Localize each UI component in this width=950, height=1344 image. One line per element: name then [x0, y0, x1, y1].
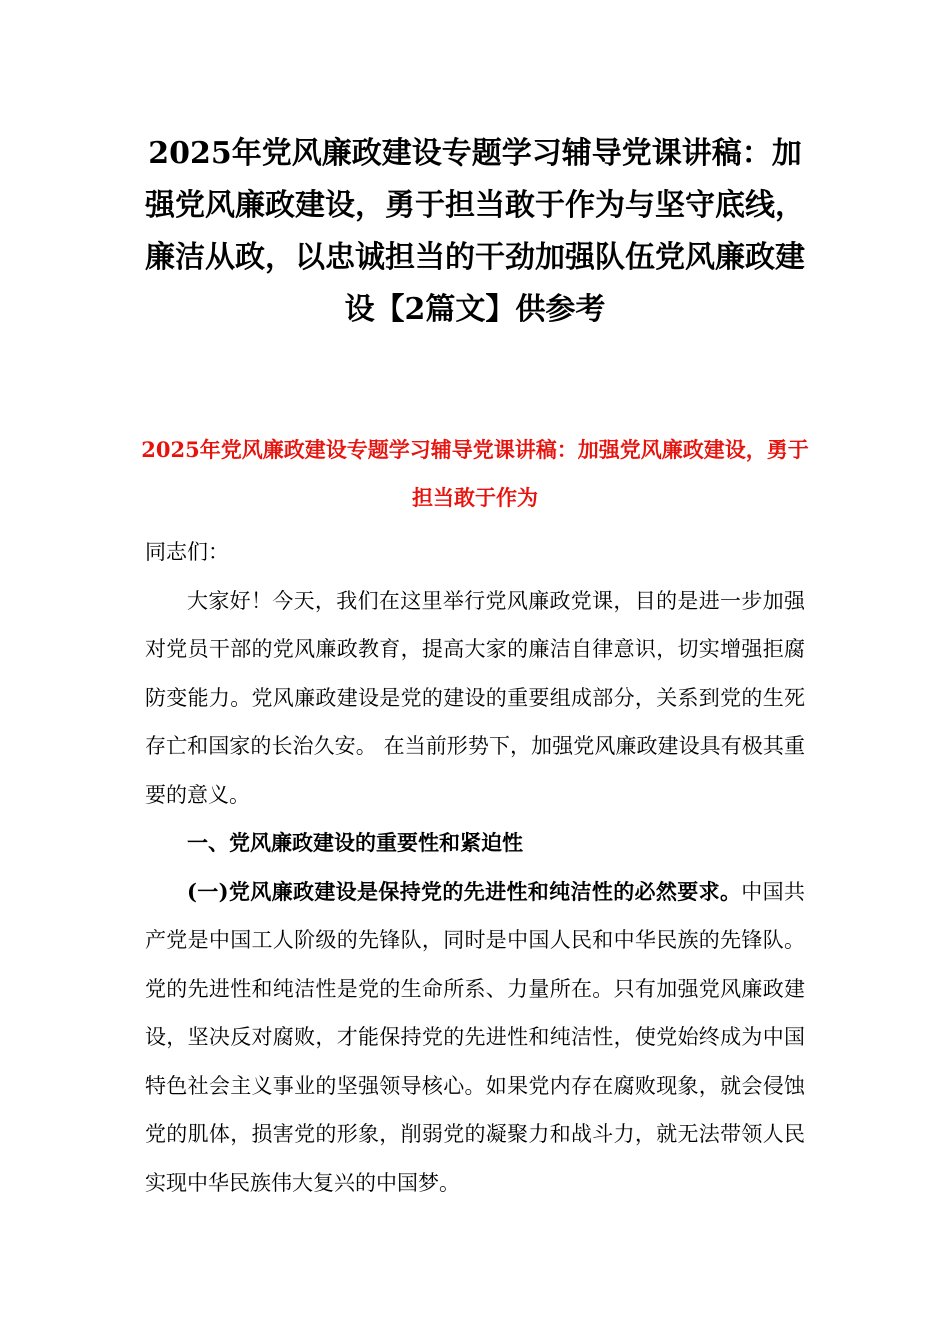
- point-lead: (一)党风廉政建设是保持党的先进性和纯洁性的必然要求。: [187, 878, 742, 904]
- document-title: 2025年党风廉政建设专题学习辅导党课讲稿：加强党风廉政建设，勇于担当敢于作为与坚守底线，廉洁从政，以忠诚担当的干劲加强队伍党风廉政建设【2篇文】供参考: [145, 136, 805, 327]
- greeting: 同志们：: [145, 540, 229, 564]
- article-body: [145, 528, 805, 1207]
- point-paragraph: [145, 868, 805, 1208]
- point-body: 中国共产党是中国工人阶级的先锋队，同时是中国人民和中华民族的先锋队。党的先进性和纯洁性是党的生命所系、力量所在。只有加强党风廉政建设，坚决反对腐败，才能保持党的先进性和纯洁性，使党始终成为中国特色社会主义事业的坚强领导核心。如果党内存在腐败现象，就会侵蚀党的肌体，损害党的形象，削弱党的凝聚力和战斗力，就无法带领人民实现中华民族伟大复兴的中国梦。: [145, 879, 805, 1195]
- section-heading: 一、党风廉政建设的重要性和紧迫性: [187, 830, 523, 855]
- article-subtitle: 2025年党风廉政建设专题学习辅导党课讲稿：加强党风廉政建设，勇于担当敢于作为: [141, 437, 809, 510]
- intro-paragraph: 大家好！今天，我们在这里举行党风廉政党课，目的是进一步加强对党员干部的党风廉政教育，提高大家的廉洁自律意识，切实增强拒腐防变能力。党风廉政建设是党的建设的重要组成部分，关系到党的生死存亡和国家的长治久安。 在当前形势下，加强党风廉政建设具有极其重要的意义。: [145, 588, 805, 807]
